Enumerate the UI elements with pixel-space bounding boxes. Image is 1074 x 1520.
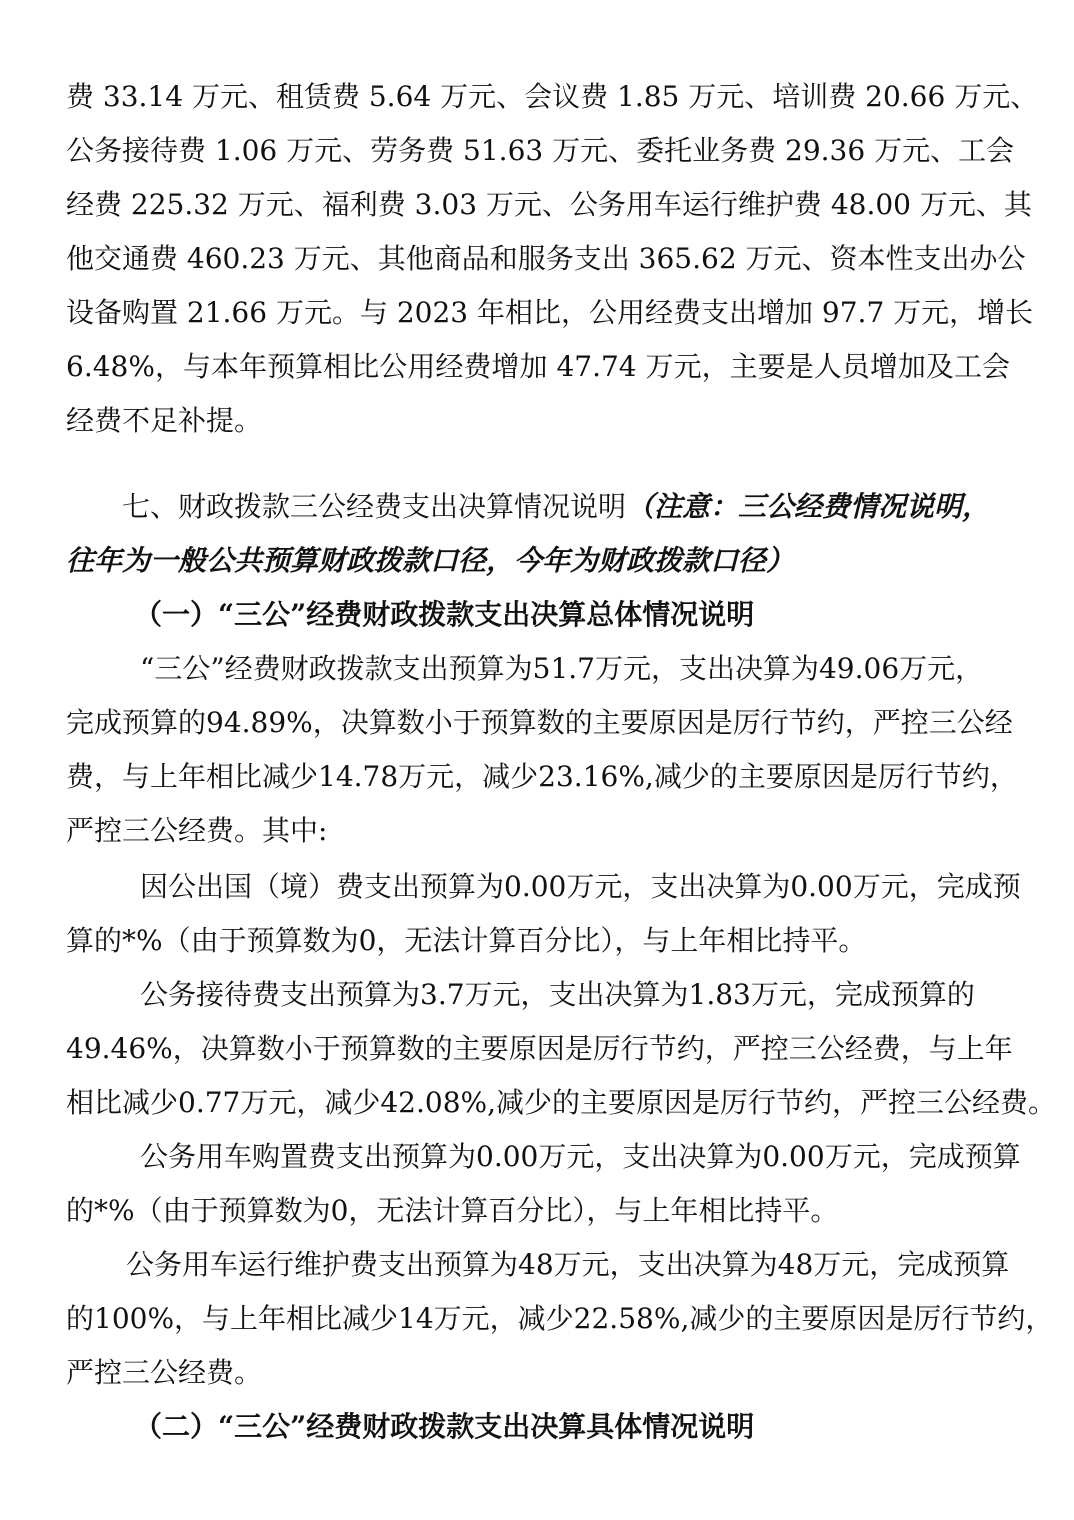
text-line: 严控三公经费。其中: [66,814,328,847]
text-line: 49.46%，决算数小于预算数的主要原因是厉行节约，严控三公经费，与上年 [66,1032,1013,1065]
section-heading [122,489,990,525]
text-line: “三公”经费财政拨款支出预算为51.7万元，支出决算为49.06万元， [140,652,984,685]
text-line: 公务用车运行维护费支出预算为48万元，支出决算为48万元，完成预算 [126,1248,1010,1281]
text-line: 6.48%，与本年预算相比公用经费增加 47.74 万元，主要是人员增加及工会 [66,350,1010,383]
text-line: 公务接待费 1.06 万元、劳务费 51.63 万元、委托业务费 29.36 万元、工会 [66,134,1015,167]
text-line: 公务用车购置费支出预算为0.00万元，支出决算为0.00万元，完成预算 [140,1140,1021,1173]
text-line: 算的*%（由于预算数为0，无法计算百分比），与上年相比持平。 [66,924,867,957]
text-line: 公务接待费支出预算为3.7万元，支出决算为1.83万元，完成预算的 [140,978,975,1011]
text-line: 完成预算的94.89%，决算数小于预算数的主要原因是厉行节约，严控三公经 [66,706,1013,739]
text-line: 经费 225.32 万元、福利费 3.03 万元、公务用车运行维护费 48.00 万元、其 [66,188,1032,221]
section-heading-note: （注意：三公经费情况说明， [626,490,991,523]
section-heading-title: 七、财政拨款三公经费支出决算情况说明 [122,490,627,523]
text-line: 因公出国（境）费支出预算为0.00万元，支出决算为0.00万元，完成预 [140,870,1021,903]
text-line: 的100%，与上年相比减少14万元，减少22.58%,减少的主要原因是厉行节约， [66,1302,1054,1335]
text-line: 他交通费 460.23 万元、其他商品和服务支出 365.62 万元、资本性支出办公 [66,242,1026,275]
text-line: 设备购置 21.66 万元。与 2023 年相比，公用经费支出增加 97.7 万元，增长 [66,296,1034,329]
text-line: 相比减少0.77万元，减少42.08%,减少的主要原因是厉行节约，严控三公经费。 [66,1086,1057,1119]
subsection-heading: （二）“三公”经费财政拨款支出决算具体情况说明 [134,1410,755,1443]
section-heading-note-continued: 往年为一般公共预算财政拨款口径，今年为财政拨款口径） [66,544,795,577]
text-line: 费，与上年相比减少14.78万元，减少23.16%,减少的主要原因是厉行节约， [66,760,1018,793]
text-line: 的*%（由于预算数为0，无法计算百分比），与上年相比持平。 [66,1194,839,1227]
text-line: 经费不足补提。 [66,404,263,437]
text-line: 费 33.14 万元、租赁费 5.64 万元、会议费 1.85 万元、培训费 20.66 万元、 [66,80,1039,113]
subsection-heading: （一）“三公”经费财政拨款支出决算总体情况说明 [134,598,755,631]
text-line: 严控三公经费。 [66,1356,263,1389]
